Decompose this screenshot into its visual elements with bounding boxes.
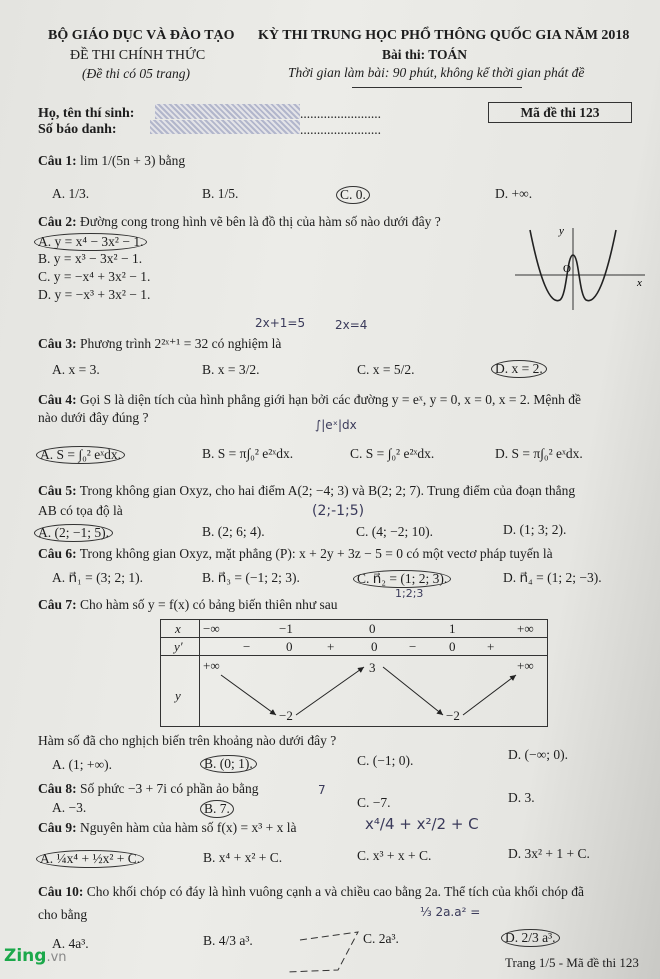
handwriting-1: 2x+1=5 [255,316,306,330]
q3-option-b: B. x = 3/2. [202,362,260,377]
ministry: BỘ GIÁO DỤC VÀ ĐÀO TẠO [48,28,235,43]
q5-text-2: AB có tọa độ là [38,503,123,518]
q4-option-b: B. S = π∫₀² e²ˣdx. [202,446,294,461]
q2-option-b: B. y = x³ − 3x² − 1. [38,251,143,266]
q2-option-c: C. y = −x⁴ + 3x² − 1. [38,269,151,284]
q1-option-c: C. 0. [336,186,370,204]
q6-text: Trong không gian Oxyz, mặt phẳng (P): x + 2y + 3z − 5 = 0 có một vectơ pháp tuyến là [79,546,553,561]
vt-x-0: −∞ [203,621,220,636]
page-footer: Trang 1/5 - Mã đề thi 123 [505,955,639,970]
vt-yp-1: 0 [286,639,293,654]
q4-label: Câu 4: [38,392,77,407]
time-note: Thời gian làm bài: 90 phút, không kể thời gian phát đề [288,65,585,80]
vt-yp-2: + [327,639,335,654]
q5-option-c: C. (4; −2; 10). [356,524,433,539]
vt-yp-0: − [243,639,251,654]
handwriting-2: 2x=4 [335,318,368,332]
q8-text: Số phức −3 + 7i có phần ảo bằng [80,781,259,796]
handwriting-3: ∫|eˣ|dx [315,418,357,432]
y-axis-label: y [559,225,564,237]
q8-label: Câu 8: [38,781,77,796]
q8-option-d: D. 3. [508,790,535,805]
vt-y-0: +∞ [203,658,220,673]
q6-option-a: A. n⃗₁ = (3; 2; 1). [52,570,143,585]
q7-option-b: B. (0; 1). [200,755,257,773]
q3-label: Câu 3: [38,336,77,351]
function-graph [505,220,650,315]
name-label: Họ, tên thí sinh: [38,106,135,121]
q6-option-b: B. n⃗₃ = (−1; 2; 3). [202,570,300,585]
q9-option-d: D. 3x² + 1 + C. [508,846,590,861]
q6-label: Câu 6: [38,546,77,561]
q7-option-d: D. (−∞; 0). [508,747,568,762]
handwriting-6: 7 [318,783,326,797]
q9-option-a: A. ¼x⁴ + ½x² + C. [36,850,144,868]
q1-option-a: A. 1/3. [52,186,90,201]
q7-option-a: A. (1; +∞). [52,757,112,772]
vt-arrows [161,655,547,726]
pages-note: (Đề thi có 05 trang) [82,66,190,81]
q10-option-a: A. 4a³. [52,936,89,951]
exam-title: KỲ THI TRUNG HỌC PHỔ THÔNG QUỐC GIA NĂM 2018 [258,28,630,43]
q1-text: lim 1/(5n + 3) bằng [80,153,186,168]
vt-y-3: −2 [446,708,460,723]
q3-option-d: D. x = 2. [491,360,547,378]
official-label: ĐỀ THI CHÍNH THỨC [70,48,206,63]
vt-x-2: 0 [369,621,376,636]
vt-x-1: −1 [279,621,293,636]
q10-text-2: cho bằng [38,907,88,922]
id-label: Số báo danh: [38,122,117,137]
handwriting-8: ⅓ 2a.a² = [420,905,481,919]
q2-option-a: A. y = x⁴ − 3x² − 1. [34,233,147,251]
q8-option-a: A. −3. [52,800,87,815]
redacted-id [150,120,300,134]
name-dots: ........................ [300,106,381,121]
q9-option-b: B. x⁴ + x² + C. [203,850,283,865]
x-axis-label: x [637,277,642,289]
handwriting-7: x⁴/4 + x²/2 + C [365,815,479,833]
q5-label: Câu 5: [38,483,77,498]
redacted-name [155,104,300,119]
vt-y-1: −2 [279,708,293,723]
zing-logo: Zing.vn [4,946,67,966]
q7-label: Câu 7: [38,597,77,612]
origin-label: O [563,263,571,275]
q1-option-d: D. +∞. [495,186,533,201]
vt-yp-4: − [409,639,417,654]
q10-option-d: D. 2/3 a³. [501,929,560,947]
vt-yp-5: 0 [449,639,456,654]
handwriting-5: 1;2;3 [395,587,424,600]
q3-text: Phương trình 2²ˣ⁺¹ = 32 có nghiệm là [80,336,282,351]
q5-option-b: B. (2; 6; 4). [202,524,265,539]
q10-option-c: C. 2a³. [363,931,399,946]
q2-text: Đường cong trong hình vẽ bên là đồ thị của hàm số nào dưới đây ? [80,214,441,229]
vt-yp-label: y′ [174,639,183,654]
q9-option-c: C. x³ + x + C. [357,848,432,863]
q7-text-2: Hàm số đã cho nghịch biến trên khoảng nào dưới đây ? [38,733,337,748]
vt-yp-3: 0 [371,639,378,654]
q4-option-c: C. S = ∫₀² e²ˣdx. [350,446,435,461]
q1-label: Câu 1: [38,153,77,168]
q4-option-a: A. S = ∫₀² eˣdx. [36,446,125,464]
q10-label: Câu 10: [38,884,84,899]
q4-option-d: D. S = π∫₀² eˣdx. [495,446,583,461]
q5-option-a: A. (2; −1; 5). [34,524,113,542]
exam-code-box: Mã đề thi 123 [488,102,632,123]
q6-option-d: D. n⃗₄ = (1; 2; −3). [503,570,602,585]
variation-table [160,619,548,727]
q1-option-b: B. 1/5. [202,186,239,201]
q4-text-2: nào dưới đây đúng ? [38,410,149,425]
q3-option-c: C. x = 5/2. [357,362,415,377]
pyramid-sketch [280,926,365,976]
q9-label: Câu 9: [38,820,77,835]
vt-yp-6: + [487,639,495,654]
q8-option-c: C. −7. [357,795,391,810]
vt-y-label: y [175,688,181,703]
q2-label: Câu 2: [38,214,77,229]
handwriting-4: (2;-1;5) [312,503,365,519]
subject: Bài thi: TOÁN [382,47,468,62]
vt-y-4: +∞ [517,658,534,673]
vt-x-label: x [175,621,181,636]
q3-option-a: A. x = 3. [52,362,100,377]
q7-text: Cho hàm số y = f(x) có bảng biến thiên như sau [80,597,338,612]
vt-x-4: +∞ [517,621,534,636]
q8-option-b: B. 7. [200,800,234,818]
q2-option-d: D. y = −x³ + 3x² − 1. [38,287,151,302]
id-dots: ........................ [300,122,381,137]
divider [352,87,522,88]
q9-text: Nguyên hàm của hàm số f(x) = x³ + x là [80,820,297,835]
q10-text: Cho khối chóp có đáy là hình vuông cạnh a và chiều cao bằng 2a. Thể tích của khối chóp đã [86,884,584,899]
q7-option-c: C. (−1; 0). [357,753,414,768]
vt-y-2: 3 [369,660,376,675]
q5-text: Trong không gian Oxyz, cho hai điểm A(2; −4; 3) và B(2; 2; 7). Trung điểm của đoạn thẳng [79,483,576,498]
q6-option-c: C. n⃗₂ = (1; 2; 3). [353,570,451,588]
q10-option-b: B. 4/3 a³. [203,933,253,948]
vt-x-3: 1 [449,621,456,636]
q5-option-d: D. (1; 3; 2). [503,522,567,537]
q4-text: Gọi S là diện tích của hình phẳng giới hạn bởi các đường y = eˣ, y = 0, x = 0, x = 2. Mệnh đề [80,392,582,407]
